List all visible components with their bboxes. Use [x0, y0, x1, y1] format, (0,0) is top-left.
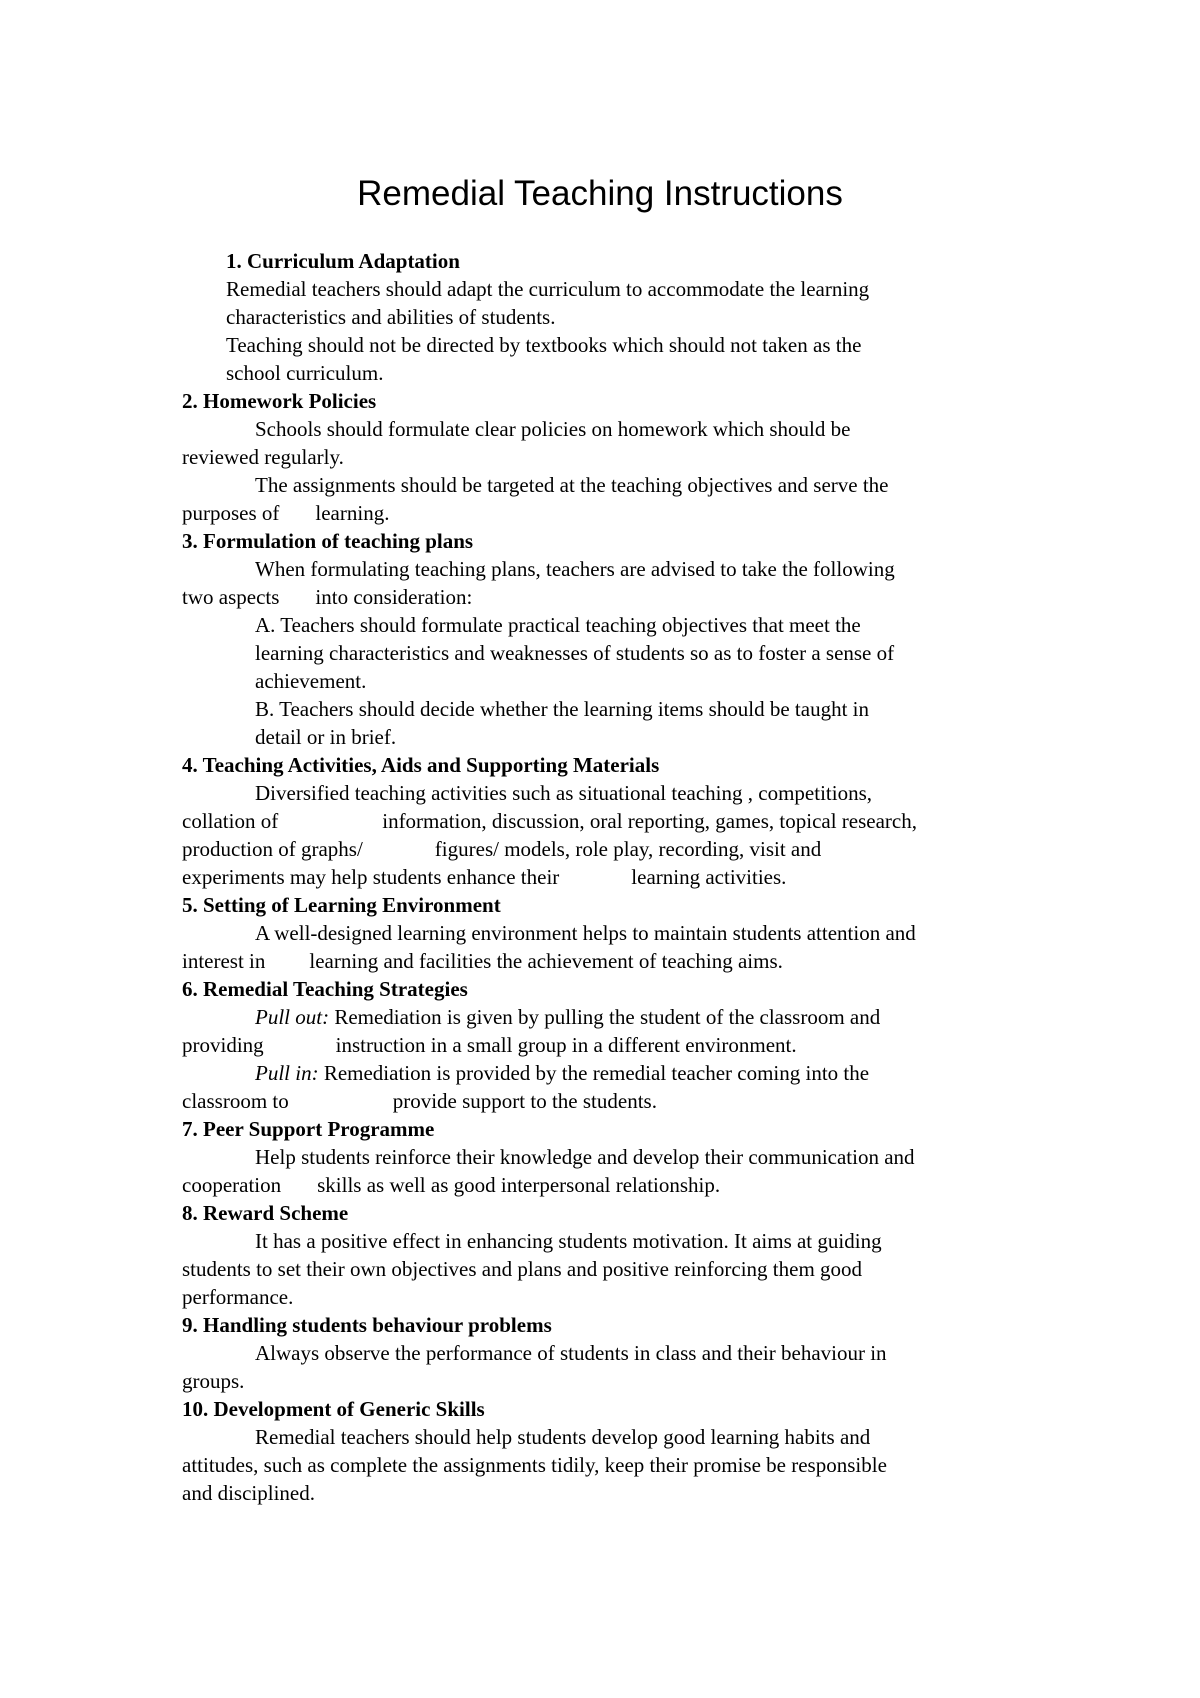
- paragraph-line: [182, 583, 1042, 611]
- paragraph-line: students to set their own objectives and plans and positive reinforcing them good: [182, 1257, 863, 1281]
- paragraph-line: The assignments should be targeted at the teaching objectives and serve the: [255, 473, 889, 497]
- section-heading: 3. Formulation of teaching plans: [182, 529, 474, 553]
- section-heading: 5. Setting of Learning Environment: [182, 893, 501, 917]
- paragraph-line: When formulating teaching plans, teachers are advised to take the following: [255, 557, 895, 581]
- paragraph-line: [182, 1059, 1042, 1087]
- text-fragment: interest in: [182, 949, 266, 973]
- text-fragment: experiments may help students enhance their: [182, 865, 560, 889]
- paragraph-line: [182, 863, 1042, 891]
- paragraph-line: Schools should formulate clear policies on homework which should be: [255, 417, 851, 441]
- strategy-label: Pull in:: [255, 1061, 319, 1085]
- paragraph-line: achievement.: [255, 669, 367, 693]
- text-fragment: information, discussion, oral reporting, games, topical research,: [382, 809, 917, 833]
- paragraph-line: school curriculum.: [226, 361, 384, 385]
- paragraph-line: It has a positive effect in enhancing students motivation. It aims at guiding: [255, 1229, 882, 1253]
- paragraph-line: A well-designed learning environment helps to maintain students attention and: [255, 921, 916, 945]
- paragraph-line: detail or in brief.: [255, 725, 397, 749]
- text-fragment: learning.: [315, 501, 390, 525]
- text-fragment: instruction in a small group in a different environment.: [335, 1033, 797, 1057]
- page-title: Remedial Teaching Instructions: [357, 174, 843, 213]
- section-heading: 9. Handling students behaviour problems: [182, 1313, 552, 1337]
- text-fragment: production of graphs/: [182, 837, 363, 861]
- paragraph-line: and disciplined.: [182, 1481, 315, 1505]
- list-item: A. Teachers should formulate practical teaching objectives that meet the: [255, 613, 861, 637]
- text-fragment: providing: [182, 1033, 264, 1057]
- paragraph-line: [182, 807, 1042, 835]
- section-heading: 6. Remedial Teaching Strategies: [182, 977, 468, 1001]
- paragraph-line: learning characteristics and weaknesses of students so as to foster a sense of: [255, 641, 895, 665]
- paragraph-line: Always observe the performance of students in class and their behaviour in: [255, 1341, 887, 1365]
- section-heading: 10. Development of Generic Skills: [182, 1397, 485, 1421]
- paragraph-line: Remedial teachers should adapt the curriculum to accommodate the learning: [226, 277, 870, 301]
- section-heading: 2. Homework Policies: [182, 389, 377, 413]
- text-fragment: learning activities.: [631, 865, 787, 889]
- paragraph-line: [182, 947, 1042, 975]
- section-heading: 1. Curriculum Adaptation: [226, 249, 460, 273]
- paragraph-line: Diversified teaching activities such as situational teaching , competitions,: [255, 781, 872, 805]
- paragraph-line: Help students reinforce their knowledge and develop their communication and: [255, 1145, 915, 1169]
- paragraph-line: [182, 1087, 1042, 1115]
- text-fragment: Remediation is given by pulling the student of the classroom and: [334, 1005, 881, 1029]
- text-fragment: cooperation: [182, 1173, 282, 1197]
- text-fragment: provide support to the students.: [392, 1089, 657, 1113]
- document-body: [182, 247, 1042, 1507]
- text-fragment: two aspects: [182, 585, 280, 609]
- paragraph-line: reviewed regularly.: [182, 445, 344, 469]
- text-fragment: collation of: [182, 809, 279, 833]
- text-fragment: into consideration:: [315, 585, 473, 609]
- list-item: B. Teachers should decide whether the learning items should be taught in: [255, 697, 869, 721]
- paragraph-line: attitudes, such as complete the assignments tidily, keep their promise be responsible: [182, 1453, 887, 1477]
- section-heading: 7. Peer Support Programme: [182, 1117, 435, 1141]
- paragraph-line: Remedial teachers should help students develop good learning habits and: [255, 1425, 871, 1449]
- paragraph-line: characteristics and abilities of students.: [226, 305, 556, 329]
- paragraph-line: [182, 1031, 1042, 1059]
- text-fragment: skills as well as good interpersonal relationship.: [317, 1173, 721, 1197]
- paragraph-line: performance.: [182, 1285, 294, 1309]
- paragraph-line: [182, 1003, 1042, 1031]
- text-fragment: figures/ models, role play, recording, visit and: [434, 837, 822, 861]
- text-fragment: classroom to: [182, 1089, 289, 1113]
- section-heading: 8. Reward Scheme: [182, 1201, 349, 1225]
- paragraph-line: [182, 835, 1042, 863]
- paragraph-line: Teaching should not be directed by textbooks which should not taken as the: [226, 333, 862, 357]
- paragraph-line: [182, 1171, 1042, 1199]
- text-fragment: learning and facilities the achievement of teaching aims.: [309, 949, 783, 973]
- paragraph-line: groups.: [182, 1369, 245, 1393]
- paragraph-line: [182, 499, 1042, 527]
- section-heading: 4. Teaching Activities, Aids and Supporting Materials: [182, 753, 660, 777]
- text-fragment: Remediation is provided by the remedial teacher coming into the: [323, 1061, 870, 1085]
- text-fragment: purposes of: [182, 501, 280, 525]
- strategy-label: Pull out:: [255, 1005, 330, 1029]
